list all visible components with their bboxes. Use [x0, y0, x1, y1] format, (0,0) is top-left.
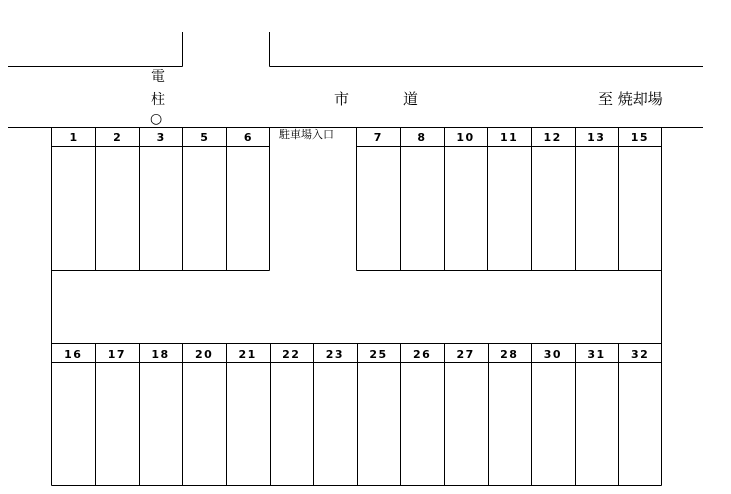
- pole-label-top: 電: [151, 69, 165, 85]
- stall-number-20: 20: [194, 348, 214, 361]
- stall-number-16: 16: [64, 348, 83, 361]
- stall-number-28: 28: [500, 348, 519, 361]
- road-direction-label: 至 焼却場: [598, 90, 663, 108]
- stall-number-23: 23: [325, 348, 345, 361]
- road-labels: [334, 90, 663, 108]
- stall-number-10: 10: [456, 131, 475, 144]
- stall-number-11: 11: [499, 131, 519, 144]
- stall-number-18: 18: [151, 348, 170, 361]
- stall-number-31: 31: [587, 348, 606, 361]
- stall-number-15: 15: [630, 131, 650, 144]
- road-outline: [8, 32, 703, 128]
- lot-outline: [52, 128, 662, 486]
- stall-number-3: 3: [156, 131, 165, 144]
- stall-number-25: 25: [369, 348, 388, 361]
- stall-number-22: 22: [282, 348, 301, 361]
- stall-number-30: 30: [543, 348, 563, 361]
- pole-marker-icon: ○: [150, 111, 163, 127]
- stall-number-17: 17: [107, 348, 127, 361]
- stall-number-26: 26: [412, 348, 432, 361]
- stall-number-2: 2: [113, 131, 121, 144]
- stall-number-12: 12: [543, 131, 562, 144]
- utility-pole: [150, 69, 165, 127]
- road-name-part-1: 市: [334, 90, 350, 108]
- stall-number-5: 5: [200, 131, 208, 144]
- stall-number-1: 1: [69, 131, 78, 144]
- stall-number-6: 6: [243, 131, 252, 144]
- entrance-label: 駐車場入口: [279, 128, 334, 141]
- stall-number-8: 8: [417, 131, 427, 144]
- stall-number-7: 7: [373, 131, 383, 144]
- road-name-part-2: 道: [403, 90, 419, 108]
- stall-number-13: 13: [587, 131, 606, 144]
- stall-number-32: 32: [630, 348, 650, 361]
- pole-label-bottom: 柱: [151, 92, 165, 108]
- stall-number-27: 27: [456, 348, 475, 361]
- stall-number-21: 21: [238, 348, 257, 361]
